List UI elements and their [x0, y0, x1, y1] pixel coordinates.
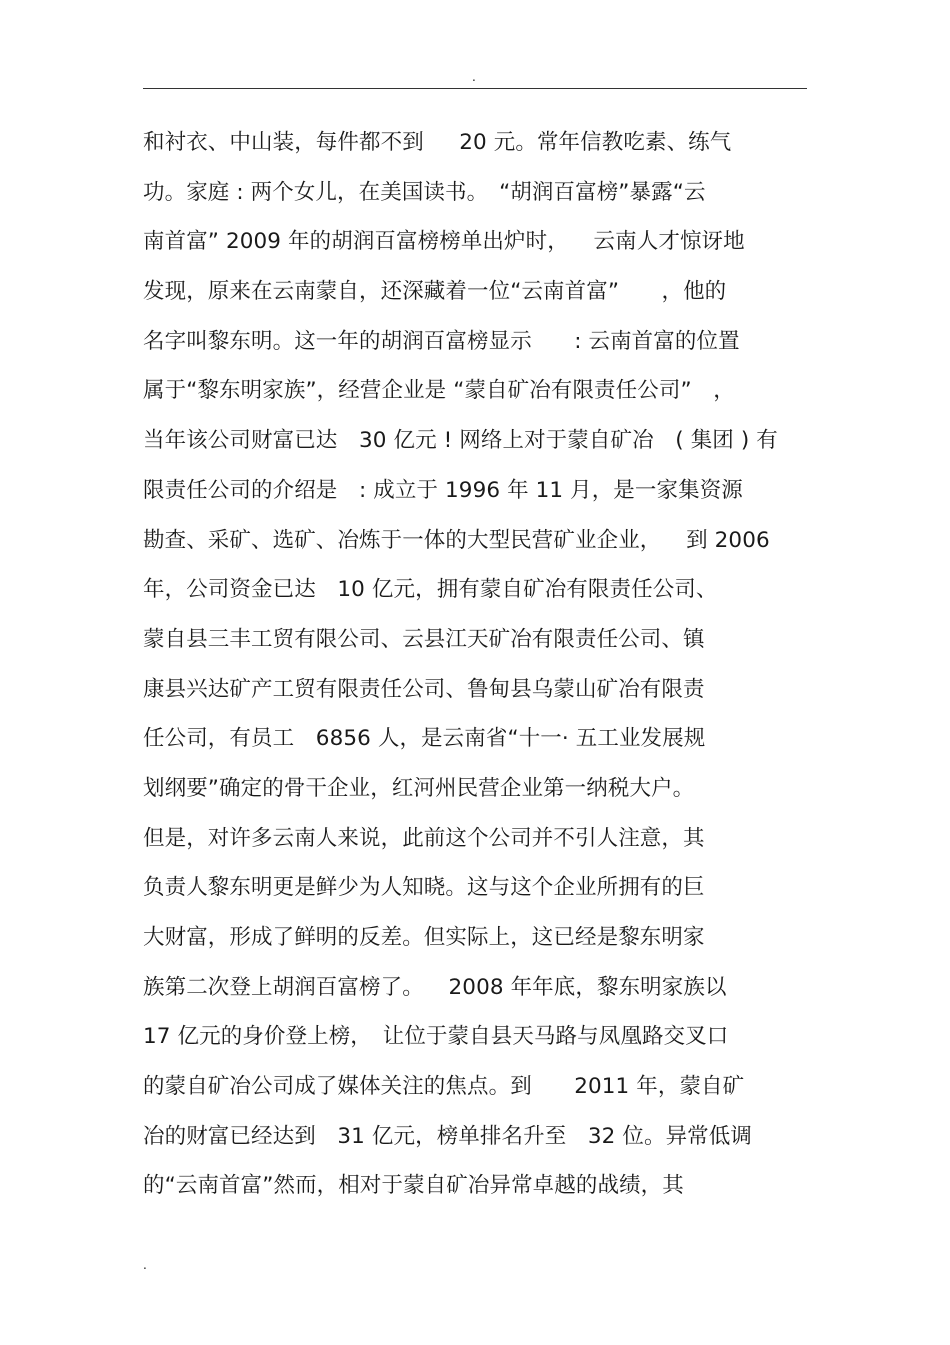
text-line: 任公司，有员工 6856 人，是云南省“十一· 五工业发展规 — [143, 726, 706, 752]
text-line: 的“云南首富”然而，相对于蒙自矿冶异常卓越的战绩，其 — [143, 1173, 684, 1199]
text-line: 南首富” 2009 年的胡润百富榜榜单出炉时， 云南人才惊讶地 — [143, 229, 745, 255]
text-line: 但是，对许多云南人来说，此前这个公司并不引人注意，其 — [143, 825, 705, 851]
text-line: 名字叫黎东明。这一年的胡润百富榜显示 : 云南首富的位置 — [143, 328, 740, 354]
text-line: 当年该公司财富已达 30 亿元 ! 网络上对于蒙自矿冶 ( 集团 ) 有 — [143, 428, 778, 454]
text-line: 蒙自县三丰工贸有限公司、云县江天矿冶有限责任公司、镇 — [143, 626, 705, 652]
text-line: 划纲要”确定的骨干企业，红河州民营企业第一纳税大户。 — [143, 775, 695, 801]
text-line: 大财富，形成了鲜明的反差。但实际上，这已经是黎东明家 — [143, 925, 705, 950]
text-line: 冶的财富已经达到 31 亿元，榜单排名升至 32 位。异常低调 — [143, 1123, 752, 1149]
text-line: 勘查、采矿、选矿、冶炼于一体的大型民营矿业企业， 到 2006 — [143, 527, 770, 553]
footer-mark: . — [143, 1258, 147, 1272]
text-line: 属于“黎东明家族”，经营企业是 “蒙自矿冶有限责任公司” ， — [143, 378, 735, 404]
text-line: 年，公司资金已达 10 亿元，拥有蒙自矿冶有限责任公司、 — [143, 577, 718, 603]
text-line: 族第二次登上胡润百富榜了。 2008 年年底，黎东明家族以 — [143, 974, 727, 1000]
text-line: 的蒙自矿冶公司成了媒体关注的焦点。到 2011 年，蒙自矿 — [143, 1074, 745, 1100]
text-line: 和衬衣、中山装，每件都不到 20 元。常年信教吃素、练气 — [143, 130, 732, 155]
header-rule — [143, 88, 807, 89]
text-line: 负责人黎东明更是鲜少为人知晓。这与这个企业所拥有的巨 — [143, 875, 705, 901]
text-line: 康县兴达矿产工贸有限责任公司、鲁甸县乌蒙山矿冶有限责 — [143, 676, 705, 702]
text-line: 发现，原来在云南蒙自，还深藏着一位“云南首富” ，他的 — [143, 279, 727, 305]
text-line: 17 亿元的身价登上榜， 让位于蒙自县天马路与凤凰路交叉口 — [143, 1024, 729, 1050]
document-body — [143, 118, 823, 1211]
header-mark: . — [472, 70, 476, 84]
text-line: 限责任公司的介绍是 : 成立于 1996 年 11 月，是一家集资源 — [143, 477, 743, 503]
text-line: 功。家庭 : 两个女儿，在美国读书。 “胡润百富榜”暴露“云 — [143, 179, 706, 205]
